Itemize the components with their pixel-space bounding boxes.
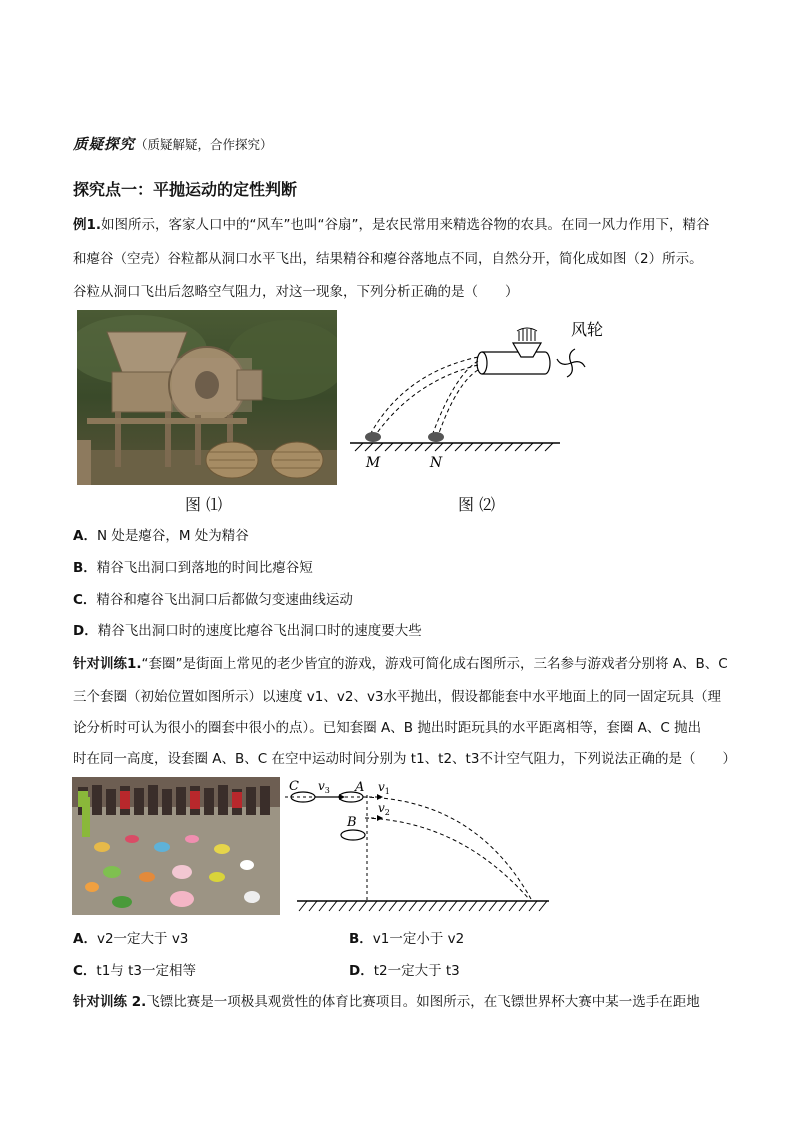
label-v1: $v_1$ <box>378 780 390 796</box>
example1-line1 <box>73 216 710 234</box>
training1-option-a: A．v2一定大于 v3 <box>73 931 189 947</box>
ring-toss-diagram <box>285 775 555 920</box>
training1-line2: 三个套圈（初始位置如图所示）以速度 v1、v2、v3水平抛出，假设都能套中水平地面上的同一固定玩具（理 <box>73 689 722 705</box>
fig2-caption: 图 ⑵ <box>458 495 496 514</box>
example1-option-c: C．精谷和瘪谷飞出洞口后都做匀变速曲线运动 <box>73 592 353 608</box>
training1-line1: 针对训练1.“套圈”是街面上常见的老少皆宜的游戏，游戏可简化成右图所示，三名参与游戏者分别将 A、B、C <box>73 656 728 672</box>
label-wind-wheel: 风轮 <box>571 320 604 339</box>
training1-option-b: B．v1一定小于 v2 <box>349 931 465 947</box>
label-v3: $v_3$ <box>318 779 330 795</box>
label-a: A <box>355 780 365 795</box>
example1-label: 例1. <box>73 217 102 233</box>
label-m: M <box>365 455 381 471</box>
training1-line4: 时在同一高度，设套圈 A、B、C 在空中运动时间分别为 t1、t2、t3不计空气阻力，下列说法正确的是（ ） <box>73 751 736 767</box>
winnowing-machine-photo <box>77 310 337 485</box>
example1-option-b: B．精谷飞出洞口到落地的时间比瘪谷短 <box>73 560 313 576</box>
example1-option-d: D．精谷飞出洞口时的速度比瘪谷飞出洞口时的速度要大些 <box>73 623 422 639</box>
example1-line2: 和瘪谷（空壳）谷粒都从洞口水平飞出，结果精谷和瘪谷落地点不同，自然分开，简化成如图（2）所示。 <box>73 251 703 267</box>
example1-option-a: A．N 处是瘪谷，M 处为精谷 <box>73 528 249 544</box>
label-c: C <box>289 779 299 794</box>
section-header <box>73 136 273 154</box>
fig1-caption: 图 ⑴ <box>185 495 223 514</box>
training1-option-d: D．t2一定大于 t3 <box>349 963 460 979</box>
section-note: （质疑解疑，合作探究） <box>135 137 273 152</box>
training1-line3: 论分析时可认为很小的圈套中很小的点）。已知套圈 A、B 抛出时距玩具的水平距离相等，套圈 A、C 抛出 <box>73 720 702 736</box>
section-title: 质疑探究 <box>73 136 135 153</box>
training2-line1: 针对训练 2.飞镖比赛是一项极具观赏性的体育比赛项目。如图所示，在飞镖世界杯大赛中某一选手在距地 <box>73 994 700 1010</box>
label-v2: $v_2$ <box>378 801 390 817</box>
training1-option-c: C．t1与 t3一定相等 <box>73 963 196 979</box>
training1-label: 针对训练1. <box>73 656 142 672</box>
example1-text1: 如图所示，客家人口中的“风车”也叫“谷扇”，是农民常用来精选谷物的农具。在同一风力作用下，精谷 <box>101 217 710 233</box>
point-heading: 探究点一：平抛运动的定性判断 <box>73 180 298 199</box>
label-n: N <box>429 455 443 471</box>
training2-label: 针对训练 2. <box>73 994 147 1010</box>
label-b: B <box>347 815 357 830</box>
example1-line3: 谷粒从洞口飞出后忽略空气阻力，对这一现象，下列分析正确的是（ ） <box>73 284 519 300</box>
ring-toss-photo <box>72 777 280 915</box>
fig2-trajectory-diagram <box>345 315 615 475</box>
